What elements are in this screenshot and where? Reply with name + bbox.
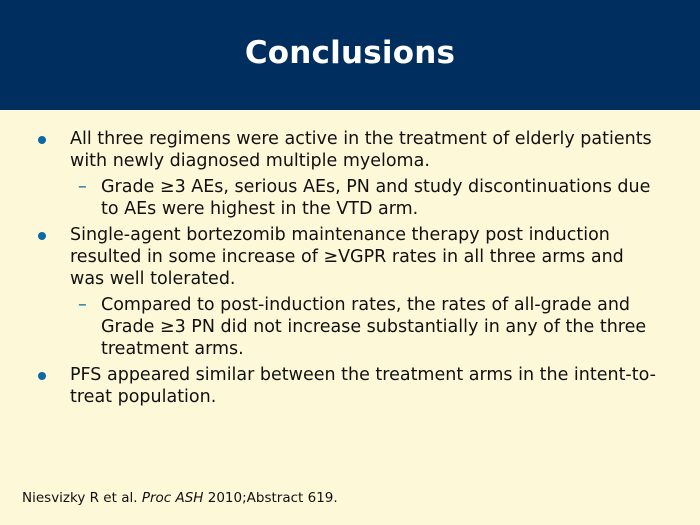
bullet-dot-icon: [38, 136, 46, 144]
bullet-dot-icon: [38, 232, 46, 240]
citation: [22, 490, 338, 506]
bullet-item: [0, 224, 700, 290]
slide-content: [0, 128, 700, 412]
bullet-dot-icon: [38, 372, 46, 380]
sub-bullet-item: [0, 294, 700, 360]
citation-journal: Proc ASH: [141, 490, 204, 506]
sub-bullet-text: Compared to post-induction rates, the rates of all-grade and Grade ≥3 PN did not increase substantially in any of the three treatment arms.: [101, 295, 647, 359]
bullet-item: [0, 128, 700, 172]
bullet-item: [0, 364, 700, 408]
bullet-text: Single-agent bortezomib maintenance therapy post induction resulted in some increase of ≥VGPR rates in all three arms and was well tolerated.: [70, 225, 624, 289]
bullet-text: All three regimens were active in the treatment of elderly patients with newly diagnosed multiple myeloma.: [70, 129, 652, 171]
citation-authors: Niesvizky R et al.: [22, 490, 138, 506]
slide-title: Conclusions: [244, 35, 456, 71]
sub-bullet-item: [0, 176, 700, 220]
dash-icon: –: [78, 295, 87, 315]
slide-header: [0, 0, 700, 110]
sub-bullet-text: Grade ≥3 AEs, serious AEs, PN and study discontinuations due to AEs were highest in the VTD arm.: [101, 177, 651, 219]
dash-icon: –: [78, 177, 87, 197]
bullet-text: PFS appeared similar between the treatment arms in the intent-to-treat population.: [70, 365, 656, 407]
citation-rest: 2010;Abstract 619.: [207, 490, 338, 506]
